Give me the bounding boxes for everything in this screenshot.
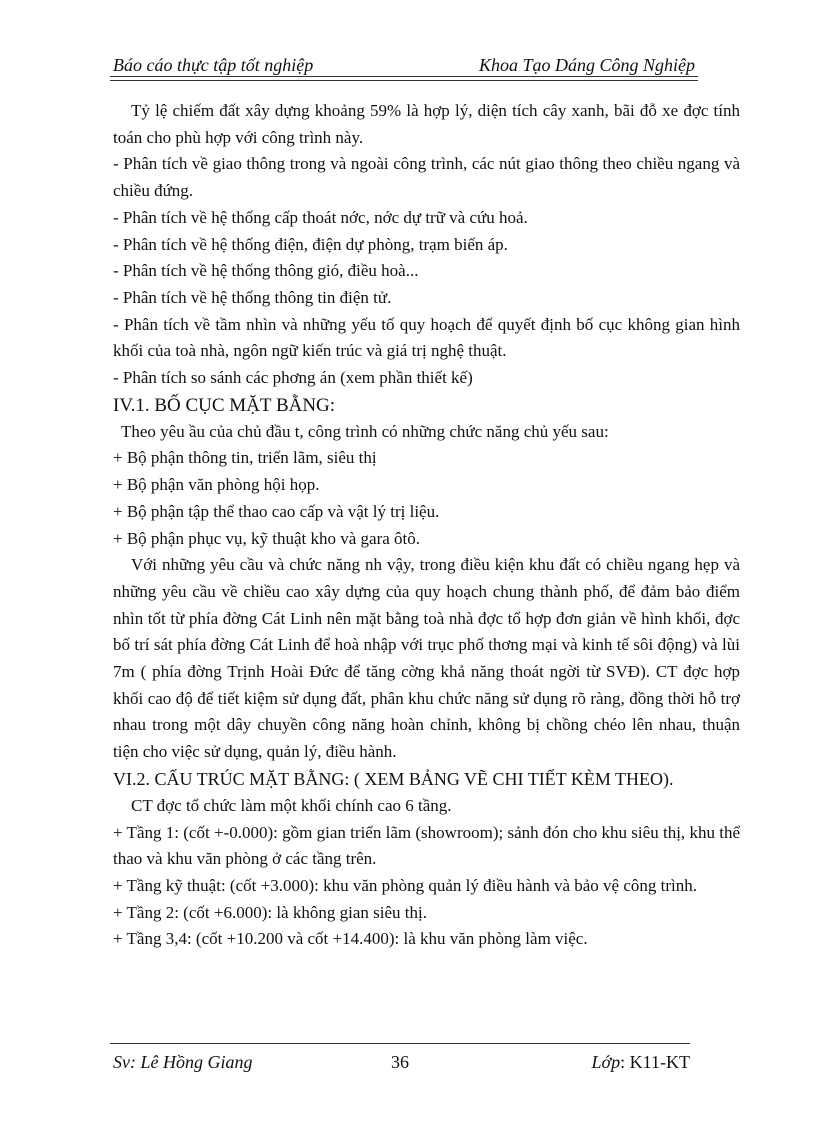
list-item-technical-floor: + Tầng kỹ thuật: (cốt +3.000): khu văn phòng quản lý điều hành và bảo vệ công trình. <box>113 875 697 895</box>
footer-class <box>592 1052 690 1073</box>
document-body <box>113 98 740 953</box>
bullet-traffic: - Phân tích về giao thông trong và ngoài công trình, các nút giao thông theo chiều ngang và chiều đứng. <box>113 154 740 201</box>
list-item-service: + Bộ phận phục vụ, kỹ thuật kho và gara ôtô. <box>113 528 421 548</box>
footer-class-value: : K11-KT <box>620 1052 690 1072</box>
header-rule-inner <box>110 80 698 81</box>
bullet-telecom: - Phân tích về hệ thống thông tin điện tử. <box>113 287 392 307</box>
header-right-title: Khoa Tạo Dáng Công Nghiệp <box>478 55 695 75</box>
paragraph-main-block: CT đợc tổ chức làm một khối chính cao 6 tầng. <box>131 795 452 815</box>
paragraph-requirements: Theo yêu ầu của chủ đầu t, công trình có những chức năng chủ yếu sau: <box>121 421 609 441</box>
bullet-compare: - Phân tích so sánh các phơng án (xem phần thiết kế) <box>113 368 473 388</box>
list-item-office: + Bộ phận văn phòng hội họp. <box>113 475 320 495</box>
section-heading-layout: IV.1. BỐ CỤC MẶT BẰNG: <box>113 394 336 416</box>
page-footer <box>113 1052 690 1076</box>
list-item-floor-2: + Tầng 2: (cốt +6.000): là không gian siêu thị. <box>113 902 427 922</box>
bullet-electric: - Phân tích về hệ thống điện, điện dự phòng, trạm biến áp. <box>113 234 508 254</box>
footer-rule <box>110 1043 690 1044</box>
page-header <box>113 50 695 76</box>
bullet-ventilation: - Phân tích về hệ thống thông gió, điều hoà... <box>113 261 419 281</box>
page-number: 36 <box>391 1052 409 1072</box>
bullet-water: - Phân tích về hệ thống cấp thoát nớc, nớc dự trữ và cứu hoả. <box>113 207 528 227</box>
header-left-title: Báo cáo thực tập tốt nghiệp <box>113 55 314 75</box>
paragraph-land-ratio: Tỷ lệ chiếm đất xây dựng khoảng 59% là hợp lý, diện tích cây xanh, bãi đỗ xe đợc tính toán cho phù hợp với công trình này. <box>113 101 740 147</box>
section-heading-structure: VI.2. CẤU TRÚC MẶT BẰNG: ( XEM BẢNG VẼ CHI TIẾT KÈM THEO). <box>113 768 674 789</box>
bullet-view: - Phân tích về tầm nhìn và những yếu tố quy hoạch để quyết định bố cục không gian hình khối của toà nhà, ngôn ngữ kiến trúc và giá trị nghệ thuật. <box>113 314 740 361</box>
list-item-floor-3-4: + Tầng 3,4: (cốt +10.200 và cốt +14.400): là khu văn phòng làm việc. <box>113 929 588 949</box>
list-item-info: + Bộ phận thông tin, triển lãm, siêu thị <box>113 448 377 468</box>
header-rule <box>110 76 698 77</box>
list-item-sport: + Bộ phận tập thể thao cao cấp và vật lý trị liệu. <box>113 501 440 521</box>
list-item-floor-1: + Tầng 1: (cốt +-0.000): gồm gian triển lãm (showroom); sảnh đón cho khu siêu thị, khu thể thao và khu văn phòng ở các tầng trên. <box>113 822 740 869</box>
footer-class-label: Lớp <box>591 1052 621 1072</box>
paragraph-site-design: Với những yêu cầu và chức năng nh vậy, trong điều kiện khu đất có chiều ngang hẹp và những yêu cầu về chiều cao xây dựng của quy hoạch chung thành phố, để đảm bảo điểm nhìn tốt từ phía đờng Cát Linh nên mặt bằng toà nhà đợc tổ hợp đơn giản về hình khối, đợc bố trí sát phía đờng Cát Linh để hoà nhập với trục phố thơng mại và kinh tế sôi động) và lùi 7m ( phía đờng Trịnh Hoài Đức để tăng cờng khả năng thoát ngời từ SVĐ). CT đợc hợp khối cao độ để tiết kiệm sử dụng đất, phân khu chức năng sử dụng rõ ràng, đồng thời hỗ trợ nhau trong một dây chuyền công năng hoàn chỉnh, không bị chồng chéo lên nhau, thuận tiện cho việc sử dụng, quản lý, điều hành. <box>113 555 740 762</box>
footer-student: Sv: Lê Hồng Giang <box>113 1052 253 1072</box>
